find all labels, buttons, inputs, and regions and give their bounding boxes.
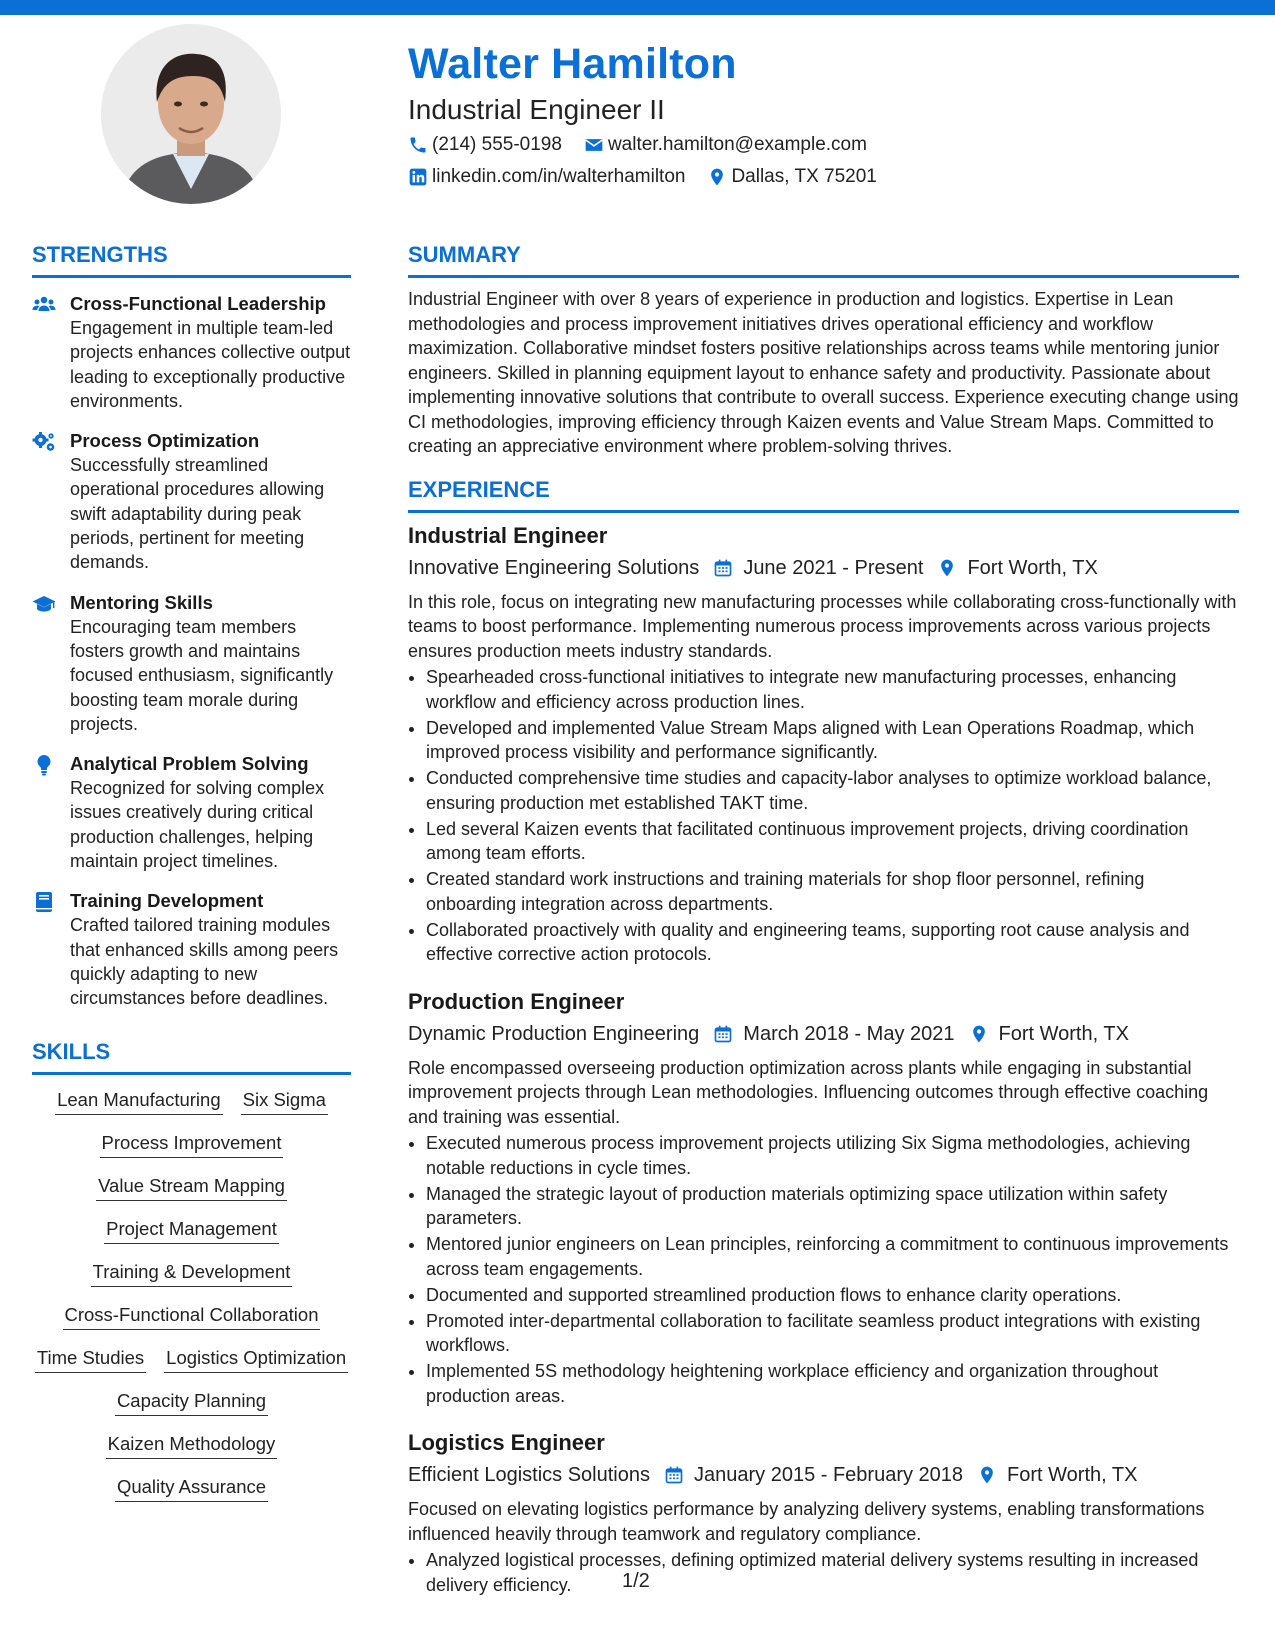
- job-description: In this role, focus on integrating new manufacturing processes while collaborating cross-functionally with teams to boost performance. Implementing numerous process improvements across various projects ensures production meets industry standards.: [408, 591, 1237, 661]
- strengths-heading: STRENGTHS: [32, 242, 351, 278]
- job-location: Fort Worth, TX: [1007, 1464, 1138, 1486]
- skill-tag: Training & Development: [91, 1257, 293, 1287]
- strength-item: [32, 591, 351, 736]
- map-pin-icon: [977, 1465, 997, 1485]
- bullet-item: • Led several Kaizen events that facilitated continuous improvement projects, driving coordination among team efforts.: [426, 817, 1239, 866]
- email-text: walter.hamilton@example.com: [607, 134, 867, 155]
- bullet-item: • Analyzed logistical processes, defining optimized material delivery systems resulting in increased delivery efficiency.: [426, 1548, 1239, 1597]
- experience-heading: EXPERIENCE: [408, 477, 1239, 513]
- contact-location: [707, 166, 876, 188]
- strength-description: Engagement in multiple team-led projects enhances collective output leading to exceptionally productive environments.: [70, 318, 351, 411]
- gears-icon: [32, 431, 56, 453]
- bullet-item: • Managed the strategic layout of production materials optimizing space utilization within safety parameters.: [426, 1182, 1239, 1231]
- job-bullets: [408, 1131, 1239, 1408]
- bullet-item: • Promoted inter-departmental collaboration to facilitate seamless product integrations with existing workflows.: [426, 1309, 1239, 1358]
- company-name: Dynamic Production Engineering: [408, 1022, 700, 1045]
- bullet-item: • Developed and implemented Value Stream Maps aligned with Lean Operations Roadmap, which improved process visibility and performance significantly.: [426, 716, 1239, 765]
- strength-item: [32, 752, 351, 873]
- skill-tag: Value Stream Mapping: [96, 1171, 287, 1201]
- strength-description: Crafted tailored training modules that enhanced skills among peers quickly adapting to new circumstances before deadlines.: [70, 915, 339, 1009]
- skill-tag: Logistics Optimization: [164, 1343, 348, 1373]
- summary-heading: SUMMARY: [408, 242, 1239, 278]
- linkedin-text: linkedin.com/in/walterhamilton: [432, 166, 686, 187]
- strength-description: Successfully streamlined operational procedures allowing swift adaptability during peak periods, pertinent for meeting demands.: [70, 455, 325, 573]
- job-dates: March 2018 - May 2021: [743, 1022, 955, 1045]
- job-description: Role encompassed overseeing production optimization across plants while engaging in substantial improvement projects through Lean methodologies. Influencing outcomes through effective coaching and training was essential.: [408, 1057, 1209, 1127]
- experience-entry: [408, 987, 1239, 1409]
- job-bullets: [408, 665, 1239, 967]
- job-title: Industrial Engineer: [408, 522, 608, 548]
- users-icon: [32, 294, 56, 316]
- experience-entry: [408, 521, 1239, 967]
- contact-row-2: [408, 166, 877, 188]
- skill-tag: Cross-Functional Collaboration: [63, 1300, 321, 1330]
- skill-tag: Project Management: [104, 1214, 279, 1244]
- experience-entry: [408, 1428, 1239, 1597]
- portrait-image: [101, 24, 281, 204]
- job-title: Production Engineer: [408, 988, 625, 1014]
- bullet-item: • Executed numerous process improvement projects utilizing Six Sigma methodologies, achieving notable reductions in cycle times.: [426, 1131, 1239, 1180]
- strength-title: Analytical Problem Solving: [70, 753, 309, 775]
- strength-title: Cross-Functional Leadership: [70, 293, 326, 314]
- skill-tag: Quality Assurance: [115, 1472, 268, 1502]
- map-pin-icon: [707, 167, 727, 187]
- calendar-icon: [664, 1465, 684, 1485]
- skill-tag: Six Sigma: [241, 1085, 328, 1115]
- map-pin-icon: [969, 1024, 989, 1044]
- company-name: Innovative Engineering Solutions: [408, 556, 700, 579]
- strength-item: [32, 889, 351, 1010]
- bullet-item: • Conducted comprehensive time studies and capacity-labor analyses to optimize workload balance, ensuring production met established TAKT time.: [426, 766, 1239, 815]
- lightbulb-icon: [32, 754, 56, 776]
- top-accent-bar: [0, 0, 1275, 15]
- skill-tag: Time Studies: [35, 1343, 146, 1373]
- job-location: Fort Worth, TX: [967, 556, 1098, 579]
- job-location: Fort Worth, TX: [998, 1022, 1129, 1045]
- skill-tag: Capacity Planning: [115, 1386, 268, 1416]
- job-meta: [408, 1460, 1239, 1490]
- job-bullets: [408, 1548, 1239, 1597]
- job-description: Focused on elevating logistics performance by analyzing delivery systems, enabling transformations influenced heavily through teamwork and regulatory compliance.: [408, 1499, 1205, 1544]
- contact-phone[interactable]: [408, 134, 562, 156]
- bullet-item: • Implemented 5S methodology heightening workplace efficiency and organization throughout production areas.: [426, 1359, 1239, 1408]
- bullet-item: • Documented and supported streamlined production flows to enhance clarity operations.: [426, 1283, 1239, 1308]
- bullet-item: • Spearheaded cross-functional initiatives to integrate new manufacturing processes, enhancing workflow and efficiency across production lines.: [426, 665, 1239, 714]
- contact-linkedin[interactable]: [408, 166, 685, 188]
- strength-title: Mentoring Skills: [70, 591, 213, 613]
- envelope-icon: [584, 135, 604, 155]
- left-column: [32, 242, 351, 1515]
- graduation-cap-icon: [32, 593, 56, 615]
- linkedin-icon: [408, 167, 428, 187]
- job-dates: January 2015 - February 2018: [693, 1464, 964, 1486]
- job-title: Logistics Engineer: [408, 1430, 605, 1455]
- strength-item: [32, 429, 351, 574]
- strength-description: Encouraging team members fosters growth and maintains focused enthusiasm, significantly boosting team morale during projects.: [70, 616, 334, 734]
- strength-title: Training Development: [70, 890, 264, 912]
- skill-tag: Kaizen Methodology: [106, 1429, 278, 1459]
- candidate-title: Industrial Engineer II: [408, 94, 665, 125]
- page-number: 1/2: [622, 1570, 650, 1592]
- job-meta: [408, 1019, 1239, 1049]
- right-column: [408, 242, 1239, 1597]
- skills-list: [32, 1085, 351, 1515]
- phone-icon: [408, 135, 428, 155]
- job-dates: June 2021 - Present: [743, 556, 924, 579]
- location-text: Dallas, TX 75201: [731, 166, 877, 187]
- strength-description: Recognized for solving complex issues creatively during critical production challenges, helping maintain project timelines.: [70, 778, 325, 872]
- book-icon: [32, 891, 56, 913]
- contact-email[interactable]: [584, 134, 867, 156]
- map-pin-icon: [937, 558, 957, 578]
- profile-photo: [101, 24, 281, 204]
- candidate-name: Walter Hamilton: [408, 40, 737, 88]
- bullet-item: • Mentored junior engineers on Lean principles, reinforcing a commitment to continuous improvements across team engagements.: [426, 1232, 1239, 1281]
- job-meta: [408, 553, 1239, 583]
- skill-tag: Process Improvement: [100, 1128, 284, 1158]
- contact-row-1: [408, 134, 867, 156]
- strength-title: Process Optimization: [70, 430, 260, 452]
- skill-tag: Lean Manufacturing: [55, 1085, 223, 1115]
- calendar-icon: [713, 558, 733, 578]
- bullet-item: • Collaborated proactively with quality and engineering teams, supporting root cause analysis and effective corrective action protocols.: [426, 918, 1239, 967]
- bullet-item: • Created standard work instructions and training materials for shop floor personnel, refining onboarding integration across departments.: [426, 867, 1239, 916]
- calendar-icon: [713, 1024, 733, 1044]
- strength-item: [32, 292, 351, 413]
- skills-heading: SKILLS: [32, 1039, 351, 1075]
- summary-text: Industrial Engineer with over 8 years of experience in production and logistics. Expertise in Lean methodologies and process improvement initiatives drives operational efficiency and workflow maximization. Collaborative mindset fosters positive relationships across teams while mentoring junior engineers. Skilled in planning equipment layout to enhance safety and productivity. Passionate about implementing innovative solutions that contribute to overall success. Experience executing change using CI methodologies, improving efficiency through Kaizen events and Value Stream Maps. Committed to creating an appreciative environment where problem-solving thrives.: [408, 289, 1239, 456]
- company-name: Efficient Logistics Solutions: [408, 1464, 650, 1486]
- phone-text: (214) 555-0198: [432, 134, 562, 155]
